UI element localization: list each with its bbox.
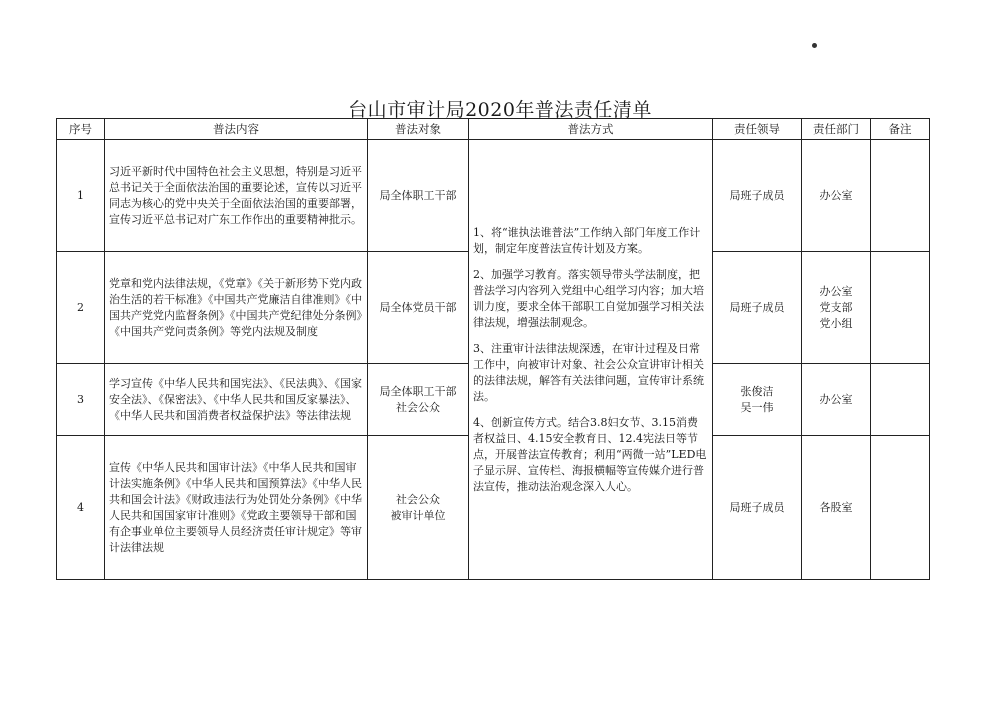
header-no: 序号 <box>57 119 105 140</box>
method-item: 4、创新宣传方式。结合3.8妇女节、3.15消费者权益日、4.15安全教育日、12.4宪法日等节点，开展普法宣传教育；利用“两微一站”LED电子显示屏、宣传栏、海报横幅等宣传媒介进行普法宣传，推动法治观念深入人心。 <box>473 415 707 493</box>
row-target <box>368 140 469 252</box>
row-number: 4 <box>57 436 105 580</box>
dept-line: 党支部 <box>819 300 853 314</box>
responsibility-table <box>56 118 930 580</box>
header-target: 普法对象 <box>368 119 469 140</box>
header-dept: 责任部门 <box>802 119 871 140</box>
header-leader: 责任领导 <box>713 119 802 140</box>
leader-line: 局班子成员 <box>729 188 785 202</box>
leader-line: 张俊洁 <box>740 384 774 398</box>
document-title: 台山市审计局2020年普法责任清单 <box>348 99 652 121</box>
dept-line: 办公室 <box>819 392 853 406</box>
dept-line: 办公室 <box>819 188 853 202</box>
row-number: 2 <box>57 252 105 364</box>
target-line: 社会公众 <box>396 400 440 414</box>
row-note <box>871 364 930 436</box>
row-target <box>368 364 469 436</box>
target-line: 被审计单位 <box>390 508 446 522</box>
method-item: 1、将“谁执法谁普法”工作纳入部门年度工作计划，制定年度普法宣传计划及方案。 <box>473 225 701 255</box>
row-content: 学习宣传《中华人民共和国宪法》、《民法典》、《国家安全法》、《保密法》、《中华人民共和国反家暴法》、《中华人民共和国消费者权益保护法》等法律法规 <box>105 364 368 436</box>
row-note <box>871 252 930 364</box>
leader-line: 局班子成员 <box>729 500 785 514</box>
target-line: 局全体职工干部 <box>379 384 457 398</box>
row-leader <box>713 252 802 364</box>
leader-line: 吴一伟 <box>740 400 774 414</box>
row-leader <box>713 140 802 252</box>
row-leader <box>713 364 802 436</box>
header-note: 备注 <box>871 119 930 140</box>
dept-line: 各股室 <box>819 500 853 514</box>
dept-line: 办公室 <box>819 284 853 298</box>
row-number: 3 <box>57 364 105 436</box>
methods-cell <box>469 140 713 580</box>
row-target <box>368 436 469 580</box>
row-dept <box>802 364 871 436</box>
row-target <box>368 252 469 364</box>
leader-line: 局班子成员 <box>729 300 785 314</box>
row-content: 宣传《中华人民共和国审计法》《中华人民共和国审计法实施条例》《中华人民共和国预算法》《中华人民共和国会计法》《财政违法行为处罚处分条例》《中华人民共和国国家审计准则》《党政主要领导干部和国有企事业单位主要领导人员经济责任审计规定》等审计法律法规 <box>105 436 368 580</box>
row-content: 习近平新时代中国特色社会主义思想，特别是习近平总书记关于全面依法治国的重要论述，宣传以习近平同志为核心的党中央关于全面依法治国的重要部署，宣传习近平总书记对广东工作作出的重要精神批示。 <box>105 140 368 252</box>
row-number: 1 <box>57 140 105 252</box>
row-dept <box>802 252 871 364</box>
row-dept <box>802 140 871 252</box>
header-content: 普法内容 <box>105 119 368 140</box>
row-note <box>871 140 930 252</box>
table-row <box>57 140 930 252</box>
target-line: 局全体党员干部 <box>379 300 457 314</box>
dept-line: 党小组 <box>819 316 853 330</box>
method-item: 2、加强学习教育。落实领导带头学法制度，把普法学习内容列入党组中心组学习内容；加大培训力度，要求全体干部职工自觉加强学习相关法律法规，增强法制观念。 <box>473 267 704 329</box>
row-content: 党章和党内法律法规，《党章》《关于新形势下党内政治生活的若干标准》《中国共产党廉洁自律准则》《中国共产党党内监督条例》《中国共产党纪律处分条例》《中国共产党问责条例》等党内法规及制度 <box>105 252 368 364</box>
row-dept <box>802 436 871 580</box>
row-leader <box>713 436 802 580</box>
scan-speck <box>812 43 817 48</box>
header-method: 普法方式 <box>469 119 713 140</box>
method-item: 3、注重审计法律法规深透，在审计过程及日常工作中，向被审计对象、社会公众宣讲审计相关的法律法规，解答有关法律问题，宣传审计系统法。 <box>473 341 704 403</box>
row-note <box>871 436 930 580</box>
target-line: 社会公众 <box>396 492 440 506</box>
header-row <box>57 119 930 140</box>
target-line: 局全体职工干部 <box>379 188 457 202</box>
